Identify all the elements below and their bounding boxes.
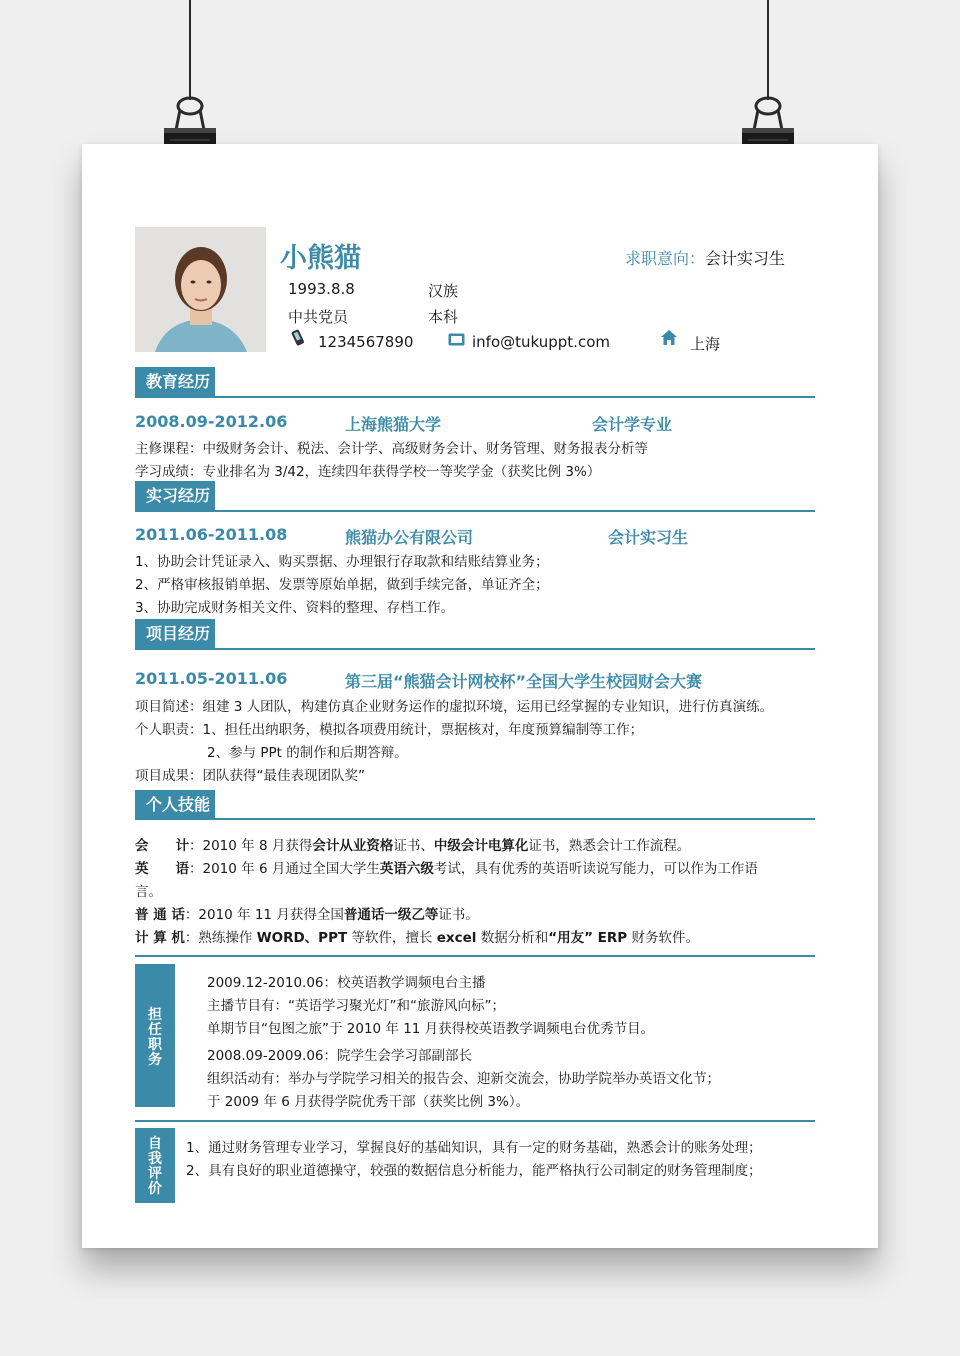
skill-english-wrap: 言。 [135, 884, 162, 900]
skill-text: ：2010 年 6 月通过全国大学生 [189, 861, 380, 877]
profile-photo [135, 227, 266, 352]
section-education-title: 教育经历 [146, 372, 211, 391]
position-heading: 2008.09-2009.06：院学生会学习部副部长 [207, 1048, 473, 1064]
project-summary: 项目简述：组建 3 人团队，构建仿真企业财务运作的虚拟环境，运用已经掌握的专业知识，进行仿真演练。 [135, 699, 774, 715]
project-period: 2011.05-2011.06 [135, 669, 288, 688]
education-period: 2008.09-2012.06 [135, 412, 288, 431]
internship-duty: 1、协助会计凭证录入、购买票据、办理银行存取款和结账结算业务； [135, 554, 549, 570]
internship-role: 会计实习生 [608, 528, 689, 547]
skill-label: 计 算 机 [135, 930, 185, 946]
home-icon [660, 329, 678, 346]
skill-mandarin [135, 903, 479, 923]
phone-icon [290, 329, 306, 347]
skill-accounting [135, 834, 690, 854]
job-intent-label: 求职意向： [625, 249, 706, 268]
project-duty: 个人职责：1、担任出纳职务，模拟各项费用统计，票据核对，年度预算编制等工作； [135, 722, 644, 738]
skill-english [135, 857, 758, 877]
skill-text: 证书，熟悉会计工作流程。 [528, 838, 691, 854]
internship-duty: 2、严格审核报销单据、发票等原始单据，做到手续完备，单证齐全； [135, 577, 549, 593]
skill-text: 财务软件。 [627, 930, 699, 946]
city: 上海 [690, 335, 721, 353]
skill-text: 证书、 [393, 838, 434, 854]
skill-text: 证书。 [438, 907, 479, 923]
political-status: 中共党员 [288, 308, 349, 326]
section-internship-line [135, 510, 815, 512]
skill-text: 等软件，擅长 [347, 930, 437, 946]
position-line: 主播节目有：“英语学习聚光灯”和“旅游风向标”； [207, 998, 505, 1014]
degree: 本科 [428, 308, 459, 326]
email-icon [448, 333, 465, 346]
position-line: 组织活动有：举办与学院学习相关的报告会、迎新交流会，协助学院举办英语文化节； [207, 1071, 720, 1087]
project-duty: 2、参与 PPt 的制作和后期答辩。 [207, 745, 408, 761]
skill-highlight: 普通话一级乙等 [343, 907, 439, 923]
skill-text: ：熟练操作 [184, 930, 257, 946]
job-intent-value: 会计实习生 [705, 249, 786, 268]
section-self-eval-title: 自我评价 [148, 1136, 162, 1197]
section-skills-title: 个人技能 [146, 795, 211, 814]
skill-highlight: “用友” ERP [548, 930, 628, 946]
skill-label: 英 语 [135, 861, 189, 877]
skill-highlight: excel [436, 930, 477, 946]
education-major: 会计学专业 [592, 415, 673, 434]
skill-label: 普 通 话 [135, 907, 185, 923]
section-positions-line [135, 955, 815, 957]
skill-highlight: 中级会计电算化 [433, 838, 529, 854]
section-internship-title: 实习经历 [146, 486, 211, 505]
section-education-line [135, 396, 815, 398]
internship-duty: 3、协助完成财务相关文件、资料的整理、存档工作。 [135, 600, 455, 616]
education-school: 上海熊猫大学 [345, 415, 442, 434]
skill-highlight: WORD、PPT [256, 930, 348, 946]
section-project-line [135, 648, 815, 650]
position-line: 单期节目“包图之旅”于 2010 年 11 月获得校英语教学调频电台优秀节目。 [207, 1021, 655, 1037]
internship-company: 熊猫办公有限公司 [345, 528, 474, 547]
education-courses: 主修课程：中级财务会计、税法、会计学、高级财务会计、财务管理、财务报表分析等 [135, 441, 648, 457]
skill-text: 数据分析和 [476, 930, 549, 946]
section-skills-line [135, 818, 815, 820]
email-address: info@tukuppt.com [472, 333, 610, 351]
hanging-wire-right [767, 0, 769, 100]
project-title: 第三届“熊猫会计网校杯”全国大学生校园财会大赛 [345, 672, 703, 691]
skill-highlight: 会计从业资格 [312, 838, 394, 854]
skill-highlight: 英语六级 [379, 861, 434, 877]
section-self-eval-line [135, 1120, 815, 1122]
skill-text: ：2010 年 8 月获得 [189, 838, 313, 854]
candidate-name: 小熊猫 [280, 243, 361, 274]
position-heading: 2009.12-2010.06：校英语教学调频电台主播 [207, 975, 486, 991]
skill-label: 会 计 [135, 838, 189, 854]
skill-text: ：2010 年 11 月获得全国 [184, 907, 344, 923]
skill-text: 考试，具有优秀的英语听读说写能力，可以作为工作语 [433, 861, 758, 877]
section-project-title: 项目经历 [146, 624, 211, 643]
internship-period: 2011.06-2011.08 [135, 525, 288, 544]
phone-number: 1234567890 [318, 333, 414, 351]
birth-date: 1993.8.8 [288, 280, 355, 298]
hanging-wire-left [189, 0, 191, 100]
project-result: 项目成果：团队获得“最佳表现团队奖” [135, 768, 365, 784]
self-eval-line: 1、通过财务管理专业学习，掌握良好的基础知识，具有一定的财务基础，熟悉会计的账务处理； [186, 1140, 762, 1156]
skill-computer [135, 926, 699, 946]
education-grades: 学习成绩：专业排名为 3/42，连续四年获得学校一等奖学金（获奖比例 3%） [135, 464, 601, 480]
job-intent [625, 246, 785, 269]
position-line: 于 2009 年 6 月获得学院优秀干部（获奖比例 3%）。 [207, 1094, 530, 1110]
self-eval-line: 2、具有良好的职业道德操守，较强的数据信息分析能力，能严格执行公司制定的财务管理制度； [186, 1163, 762, 1179]
ethnicity: 汉族 [428, 282, 459, 300]
section-positions-title: 担任职务 [148, 1007, 162, 1068]
